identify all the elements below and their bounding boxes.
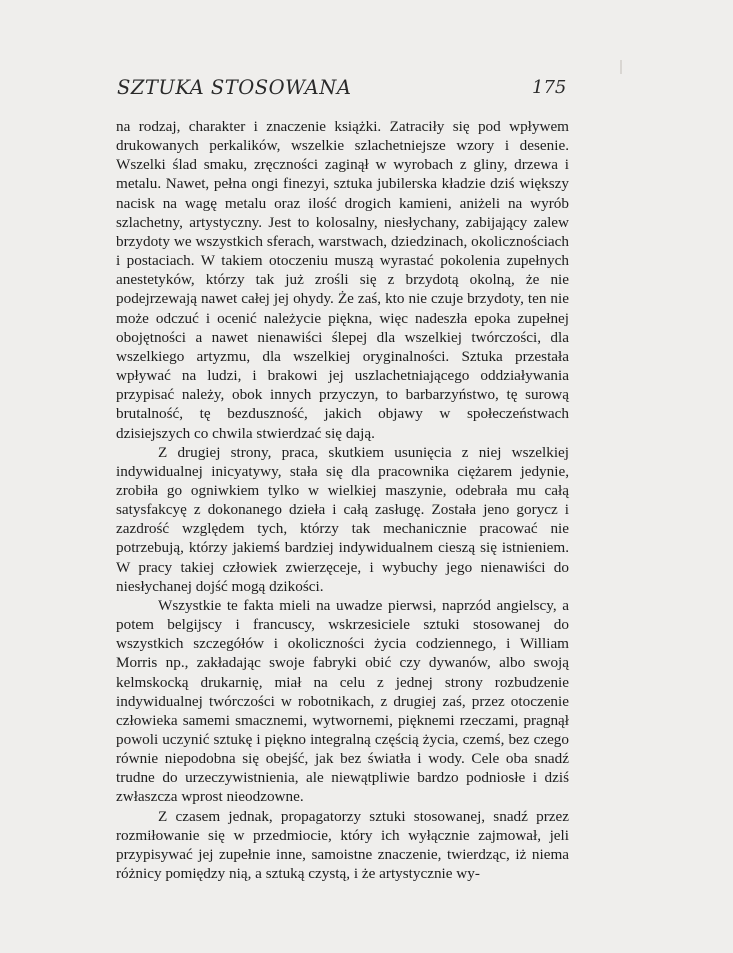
paragraph: Z drugiej strony, praca, skutkiem usunięcia z niej wszelkiej indywidualnej inicyatywy, stała się dla pracownika ciężarem jedynie, zrobiła go ogniwkiem tylko w wielkiej maszynie, odebrała mu całą satysfakcyę z dokonanego dzieła i całą zasługę. Została jeno gorycz i zazdrość względem tych, którzy tak mechanicznie pracować nie potrzebują, którzy jakiemś bardziej indywidualnem cieszą się istnieniem. W pracy takiej człowiek zwierzęceje, i wybuchy jego nienawiści do niesłychanej dojść mogą dzikości. (116, 443, 569, 595)
running-head-title: SZTUKA STOSOWANA (117, 76, 352, 99)
paragraph-continued: na rodzaj, charakter i znaczenie książki. Zatraciły się pod wpływem drukowanych perkalików, wszelkie szlachetniejsze wzory i desenie. Wszelki ślad smaku, zręczności zaginął w wyrobach z gliny, drzewa i metalu. Nawet, pełna ongi finezyi, sztuka jubilerska kładzie dziś większy nacisk na wagę metalu oraz ilość drogich kamieni, aniżeli na wyrób szlachetny, artystyczny. Jest to kolosalny, niesłychany, zabijający zalew brzydoty we wszystkich sferach, warstwach, dziedzinach, okolicznościach i postaciach. W takiem otoczeniu muszą wyrastać pokolenia zupełnych anestetyków, którzy tak już zrośli się z brzydotą okolną, że nie podejrzewają nawet całej jej ohydy. Że zaś, kto nie czuje brzydoty, ten nie może odczuć i ocenić należycie piękna, więc nadeszła epoka zupełnej obojętności a nawet nienawiści ślepej dla wszelkiej twórczości, dla wszelkiego artyzmu, dla wszelkiej oryginalności. Sztuka przestała wpływać na ludzi, i brakowi jej uszlachetniającego oddziaływania przypisać należy, obok innych przyczyn, to barbarzyństwo, tę surową brutalność, tę bezduszność, jakich objawy w społeczeństwach dzisiejszych co chwila stwierdzać się dają. (116, 118, 569, 442)
paragraph: Wszystkie te fakta mieli na uwadze pierwsi, naprzód angielscy, a potem belgijscy i francuscy, wskrzesiciele sztuki stosowanej do wszystkich szczegółów i okoliczności życia codziennego, i William Morris np., zakładając swoje fabryki obić czy dywanów, albo swoją kelmskocką drukarnię, miał na celu z jednej strony rozbudzenie indywidualnej twórczości w robotnikach, z drugiej zaś, przez otoczenie człowieka samemi smacznemi, wytwornemi, pięknemi rzeczami, pragnął powoli uczynić sztukę i piękno integralną częścią życia, czemś, bez czego równie niepodobna się obejść, jak bez światła i wody. Cele oba snadź trudne do urzeczywistnienia, ale niewątpliwie bardzo podniosłe i dziś zwłaszcza wprost nieodzowne. (116, 596, 569, 806)
paragraph: Z czasem jednak, propagatorzy sztuki stosowanej, snadź przez rozmiłowanie się w przedmiocie, który ich wyłącznie zajmował, jeli przypisywać jej zupełnie inne, samoistne znaczenie, twierdząc, iż niema różnicy pomiędzy nią, a sztuką czystą, i że artystycznie wy- (116, 807, 569, 883)
page-number: 175 (532, 77, 567, 98)
scan-speck (620, 60, 622, 74)
body-text (116, 117, 569, 883)
